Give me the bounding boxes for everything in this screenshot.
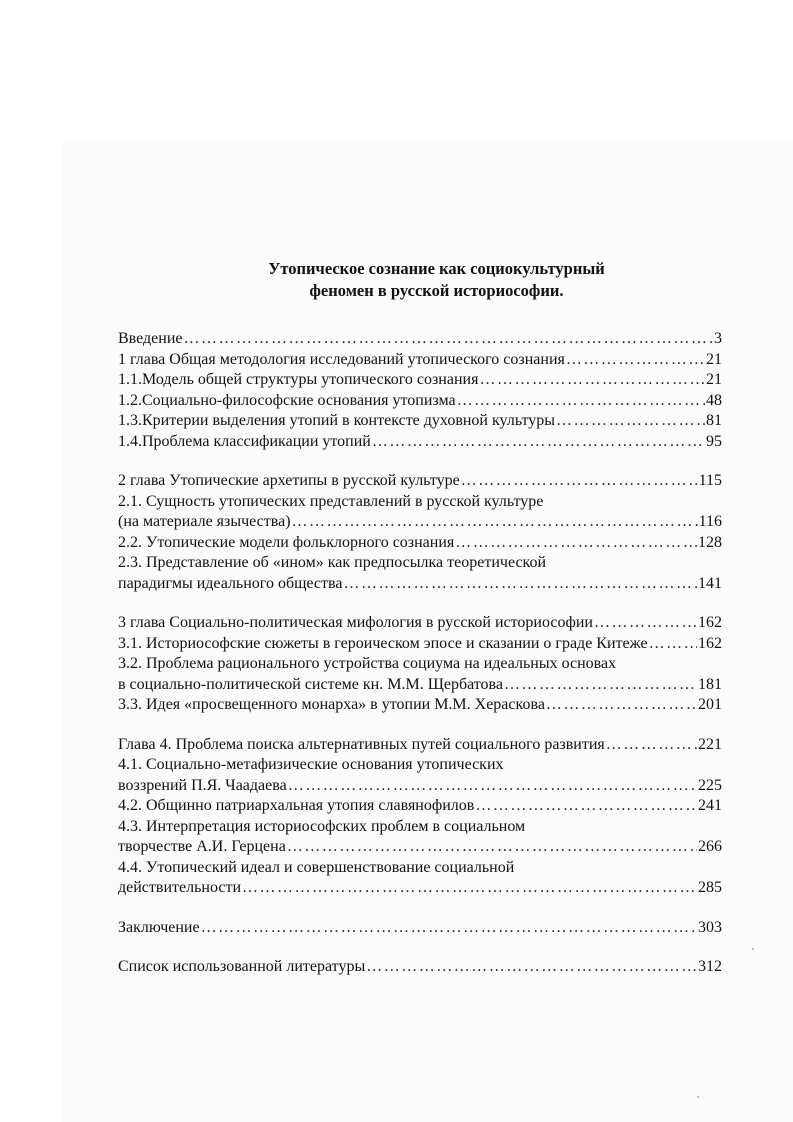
toc-entry-label: Введение <box>118 330 183 347</box>
toc-entry-4-2 <box>118 796 722 817</box>
toc-entry-4-1-line-2 <box>118 776 722 797</box>
toc-entry-page: 48 <box>706 391 722 409</box>
toc-entry-label: 1.4.Проблема классификации утопий <box>118 432 371 450</box>
toc-entry-4-1-line-1: 4.1. Социально-метафизические основания утопических <box>118 756 504 773</box>
toc-chapter-2-heading <box>118 471 722 492</box>
toc-entry-label: в социально-политической системе кн. М.М. Щербатова <box>118 675 503 693</box>
toc-entry-2-2 <box>118 533 722 554</box>
leader-dots <box>606 735 697 756</box>
toc-entry-label: 4.2. Общинно патриархальная утопия славянофилов <box>118 797 475 814</box>
toc-entry-1-1 <box>118 370 722 391</box>
toc-entry-page: 241 <box>698 797 722 814</box>
toc-entry-conclusion <box>118 918 722 939</box>
leader-dots <box>366 957 697 978</box>
toc-entry-page: 201 <box>698 696 722 713</box>
leader-dots <box>504 675 697 696</box>
toc-entry-4-4-line-1: 4.4. Утопический идеал и совершенствование социальной <box>118 858 515 876</box>
toc-entry-page: 285 <box>698 879 722 896</box>
leader-dots <box>372 432 705 453</box>
leader-dots <box>242 878 697 899</box>
leader-dots <box>461 471 698 492</box>
toc-entry-page: 81 <box>706 412 722 429</box>
section-gap <box>118 938 722 957</box>
toc-entry-page: 225 <box>698 776 722 794</box>
toc-entry-1-3 <box>118 411 722 432</box>
toc-entry-label: 1 глава Общая методология исследований утопического сознания <box>118 350 565 368</box>
section-gap <box>118 452 722 471</box>
leader-dots <box>287 837 697 858</box>
toc-entry-2-3-line-2 <box>118 574 722 595</box>
leader-dots <box>455 533 697 554</box>
toc-entry-4-3-line-2 <box>118 837 722 858</box>
leader-dots <box>292 512 698 533</box>
toc-entry-3-2-line-1: 3.2. Проблема рационального устройства социума на идеальных основах <box>118 655 617 672</box>
toc-entry-label: 2 глава Утопические архетипы в русской культуре <box>118 472 460 489</box>
leader-dots <box>457 391 705 412</box>
toc-entry-3-3 <box>118 695 722 716</box>
toc-entry-label: Глава 4. Проблема поиска альтернативных путей социального развития <box>118 735 605 753</box>
toc-entry-page: 303 <box>698 918 722 936</box>
toc-entry-page: 162 <box>698 634 722 652</box>
toc-entry-label: 3.3. Идея «просвещенного монарха» в утопии М.М. Хераскова <box>118 696 545 713</box>
title-line-1: Утопическое сознание как социокультурный <box>268 259 605 278</box>
toc-entry-label: 3 глава Социально-политическая мифология в русской историософии <box>118 614 593 631</box>
leader-dots <box>475 796 697 817</box>
toc-entry-label: парадигмы идеального общества <box>118 574 343 592</box>
toc-entry-3-2-line-2 <box>118 675 722 696</box>
toc-entry-label: 1.2.Социально-философские основания утопизма <box>118 391 456 409</box>
toc-entry-4-4-line-2 <box>118 878 722 899</box>
leader-dots <box>479 370 705 391</box>
toc-entry-page: 21 <box>706 371 722 388</box>
toc-entry-label: Заключение <box>118 918 200 936</box>
section-gap <box>118 594 722 613</box>
toc-entry-references <box>118 957 722 978</box>
leader-dots <box>288 776 697 797</box>
leader-dots <box>184 329 714 350</box>
toc-entry-page: 312 <box>698 958 722 975</box>
toc-entry-page: 162 <box>698 614 722 631</box>
toc-entry-label: 3.1. Историософские сюжеты в героическом эпосе и сказании о граде Китеже <box>118 634 648 652</box>
toc-entry-page: 221 <box>698 735 722 753</box>
toc-entry-label: творчестве А.И. Герцена <box>118 838 286 855</box>
leader-dots <box>343 574 697 595</box>
toc-entry-label: (на материале язычества) <box>118 513 291 530</box>
leader-dots <box>556 411 705 432</box>
table-of-contents <box>118 329 722 978</box>
toc-entry-label: 1.3.Критерии выделения утопий в контексте духовной культуры <box>118 412 556 429</box>
toc-entry-2-1-line-1: 2.1. Сущность утопических представлений в русской культуре <box>118 492 544 510</box>
toc-entry-label: 2.2. Утопические модели фольклорного сознания <box>118 533 455 551</box>
toc-chapter-3-heading <box>118 613 722 634</box>
toc-entry-page: 181 <box>698 675 722 693</box>
toc-entry-label: 1.1.Модель общей структуры утопического сознания <box>118 371 479 388</box>
leader-dots <box>546 695 697 716</box>
toc-entry-2-3-line-1: 2.3. Представление об «ином» как предпосылка теоретической <box>118 554 547 571</box>
toc-entry-page: 115 <box>698 472 722 489</box>
toc-chapter-4-heading <box>118 735 722 756</box>
toc-entry-1-4 <box>118 432 722 453</box>
leader-dots <box>201 918 697 939</box>
leader-dots <box>649 634 697 655</box>
toc-entry-page: 3 <box>714 330 722 347</box>
toc-entry-page: 95 <box>706 432 722 450</box>
toc-entry-label: воззрений П.Я. Чаадаева <box>118 776 287 794</box>
toc-entry-page: 141 <box>698 574 722 592</box>
toc-entry-page: 128 <box>698 533 722 551</box>
leader-dots <box>566 350 705 371</box>
toc-entry-label: действительности <box>118 879 242 896</box>
toc-entry-3-1 <box>118 634 722 655</box>
toc-entry-page: 266 <box>698 838 722 855</box>
leader-dots <box>594 613 697 634</box>
toc-entry-1-2 <box>118 391 722 412</box>
scan-speck <box>752 948 754 950</box>
toc-entry-page: 21 <box>706 350 722 368</box>
toc-entry-intro <box>118 329 722 350</box>
section-gap <box>118 899 722 918</box>
toc-entry-page: 116 <box>698 513 722 530</box>
toc-chapter-1-heading <box>118 350 722 371</box>
toc-entry-2-1-line-2 <box>118 512 722 533</box>
scan-speck <box>697 1096 699 1098</box>
toc-entry-4-3-line-1: 4.3. Интерпретация историософских проблем в социальном <box>118 817 526 835</box>
document-title <box>40 258 793 302</box>
title-line-2: феномен в русской историософии. <box>309 281 564 300</box>
toc-entry-label: Список использованной литературы <box>118 958 366 975</box>
section-gap <box>118 716 722 735</box>
